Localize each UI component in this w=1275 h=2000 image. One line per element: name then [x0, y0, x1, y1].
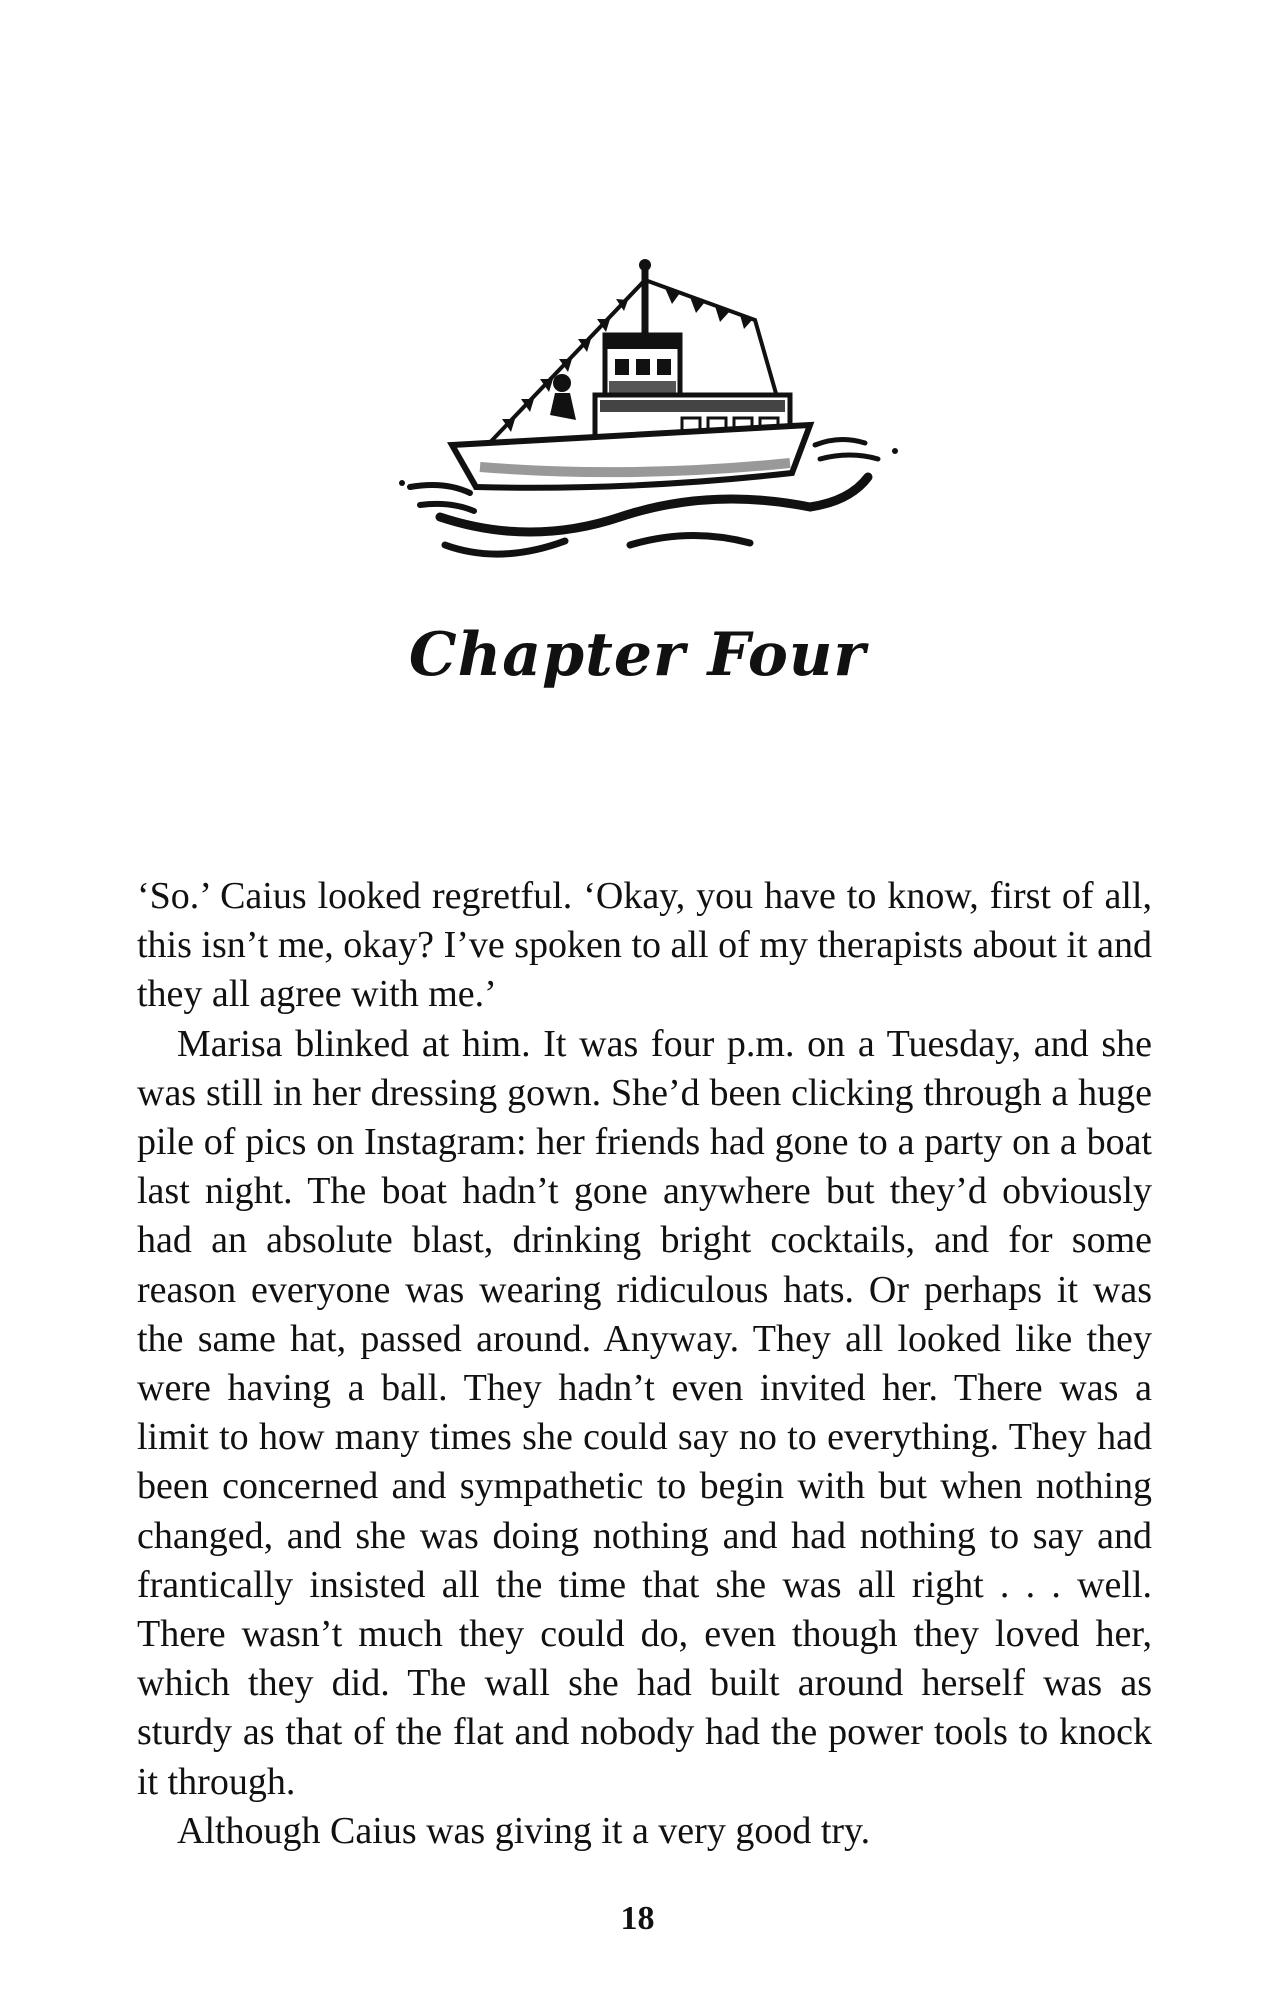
paragraph-1: ‘So.’ Caius looked regretful. ‘Okay, you have to know, first of all, this isn’t me, okay? I’ve spoken to all of my therapists about it and they all agree with me.’ [137, 875, 1152, 1016]
paragraph-3: Although Caius was giving it a very good try. [177, 1809, 871, 1852]
chapter-title: Chapter Four [408, 620, 867, 690]
chapter-body [137, 872, 1152, 1856]
page-number: 18 [620, 1900, 655, 1937]
boat-illustration-icon [390, 255, 910, 575]
paragraph-2: Marisa blinked at him. It was four p.m. on a Tuesday, and she was still in her dressing gown. She’d been clicking through a huge pile of pics on Instagram: her friends had gone to a party on a boat last night. The boat hadn’t gone anywhere but they’d obviously had an absolute blast, drinking bright cocktails, and for some reason everyone was wearing ridiculous hats. Or perhaps it was the same hat, passed around. Anyway. They all looked like they were having a ball. They hadn’t even invited her. There was a limit to how many times she could say no to everything. They had been concerned and sympathetic to begin with but when nothing changed, and she was doing nothing and had nothing to say and frantically insisted all the time that she was all right . . . well. There wasn’t much they could do, even though they loved her, which they did. The wall she had built around herself was as sturdy as that of the flat and nobody had the power tools to knock it through. [137, 1022, 1152, 1803]
